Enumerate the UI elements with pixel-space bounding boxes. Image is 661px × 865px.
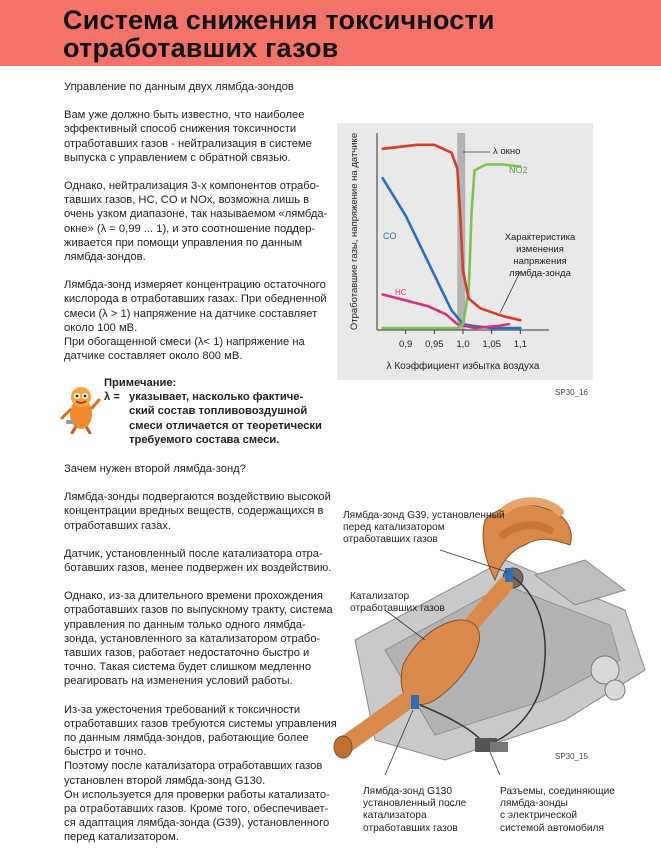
lambda-chart: [337, 123, 593, 380]
x-tick-label: 0,95: [425, 339, 444, 350]
label-connectors: [500, 786, 615, 835]
mascot-icon: [60, 384, 102, 434]
sensor-marker-g130: [411, 695, 419, 709]
x-tick-label: 1,1: [513, 339, 527, 350]
text-line: указывает, насколько фактиче-: [129, 391, 304, 404]
lambda-chart-panel: [337, 123, 593, 380]
header-banner: [0, 0, 661, 66]
paragraph-4: [64, 490, 349, 533]
text-line: установленный после: [363, 798, 467, 810]
text-line: отработавших газов: [350, 603, 445, 615]
paragraph-5: [64, 547, 349, 575]
text-line: ботавших газов, менее подвержен их воздействию.: [64, 562, 332, 575]
text-line: Катализатор: [350, 591, 410, 602]
series-line-2: [383, 165, 521, 329]
note-label: Примечание:: [104, 377, 177, 389]
series-label-no2: NO2: [509, 165, 528, 175]
text-line: эффективный способ снижения токсичности: [64, 123, 297, 136]
text-line: Из-за ужесточения требований к токсичности: [64, 703, 301, 716]
paragraph-7: [64, 703, 349, 845]
text-line: отработавших газов требуются системы управления: [64, 717, 337, 730]
text-line: Датчик, установленный после катализатора отра-: [64, 547, 323, 560]
text-line: ся адаптация лямбда-зонда (G39), установленного: [64, 817, 330, 830]
paragraph-1: [64, 108, 334, 165]
text-line: реагировать на изменения условий работы.: [64, 675, 293, 688]
text-line: датчике составляет около 800 мВ.: [64, 350, 243, 363]
text-line: отработавших газов по выпускному тракту, система: [64, 604, 333, 617]
annotation-line: Характеристика: [504, 232, 576, 243]
text-line: Разъемы, соединяющие: [500, 786, 615, 797]
x-axis-label: λ Коэффициент избытка воздуха: [386, 361, 540, 372]
text-line: выпуска с управлением с обратной связью.: [64, 151, 291, 164]
text-line: по данным лямбда-зондов, работающие более: [64, 732, 309, 745]
label-g39: [343, 510, 505, 547]
intro-heading: Управление по данным двух лямбда-зондов: [64, 81, 294, 93]
page-title: Система снижения токсичности отработавших газов: [63, 5, 495, 63]
figure-code-2: SP30_15: [555, 752, 588, 761]
text-line: отработавших газах.: [64, 519, 172, 532]
text-line: быстро и точно.: [64, 746, 147, 759]
text-line: катализатора: [363, 810, 427, 822]
text-line: зонда, установленного за катализатором отрабо-: [64, 632, 321, 645]
series-label-co: CO: [383, 231, 397, 241]
text-line: Лямбда-зонд измеряет концентрацию остаточного: [64, 279, 326, 292]
column-1-text: [64, 80, 334, 377]
text-line: Поэтому после катализатора отработавших газов: [64, 760, 323, 773]
text-line: ра отработавших газов. Кроме того, обеспечивает-: [64, 803, 329, 816]
second-sensor-question: Зачем нужен второй лямбда-зонд?: [64, 463, 246, 475]
text-line: Однако, из-за длительного времени прохождения: [64, 590, 323, 603]
text-line: Вам уже должно быть известно, что наиболее: [64, 109, 305, 122]
text-line: лямбда-зондов.: [64, 251, 146, 264]
lambda-window-label: λ окно: [493, 146, 521, 157]
text-line: живается при помощи управления по данным: [64, 236, 303, 249]
text-line: тавших газов, HC, CO и NOx, возможна лишь в: [64, 194, 310, 207]
note-box: [104, 376, 344, 447]
text-line: точно. Такая система будет слишком медленно: [64, 661, 312, 674]
text-line: лямбда-зонды: [500, 798, 568, 810]
x-tick-label: 1,0: [456, 339, 470, 350]
x-tick-label: 0,9: [399, 339, 413, 350]
text-line: смеси (λ > 1) напряжение на датчике составляет: [64, 307, 318, 320]
paragraph-3: [64, 278, 334, 363]
text-line: Лямбда-зонд G130: [363, 786, 453, 797]
text-line: установлен второй лямбда-зонд G130.: [64, 774, 266, 787]
text-line: требуемого состава смеси.: [129, 433, 280, 446]
label-g130: [363, 786, 466, 835]
text-line: отработавших газов: [343, 534, 438, 546]
annotation-line: напряжения: [513, 256, 567, 267]
text-line: очень узком диапазоне, так называемом «лямбда-: [64, 208, 328, 221]
sensor-marker-g39: [505, 568, 513, 582]
text-line: Лямбда-зонд G39, установленный: [343, 510, 505, 521]
note-lambda: λ =: [104, 391, 120, 404]
text-line: ский состав топливовоздушной: [129, 405, 308, 418]
figure-code-1: SP30_16: [555, 388, 588, 397]
text-line: Однако, нейтрализация 3-х компонентов отрабо-: [64, 180, 320, 193]
text-line: При обогащенной смеси (λ< 1) напряжение на: [64, 336, 305, 349]
paragraph-2: [64, 179, 334, 264]
series-line-0: [383, 178, 521, 328]
text-line: с электрической: [500, 810, 578, 822]
text-line: окне» (λ = 0,99 ... 1), и это соотношение поддер-: [64, 222, 316, 235]
note-text: [129, 390, 322, 447]
paragraph-6: [64, 589, 349, 688]
annotation-line: лямбда-зонда: [509, 268, 571, 279]
text-line: перед катализатором: [343, 522, 445, 534]
series-label-hc: HC: [395, 288, 407, 297]
text-line: управления по данным только одного лямбда-: [64, 618, 306, 631]
y-axis-label: Отработавшие газы, напряжение на датчике: [349, 132, 360, 331]
text-line: Он используется для проверки работы катализато-: [64, 788, 330, 801]
text-line: концентрации вредных веществ, содержащихся в: [64, 505, 324, 518]
x-tick-label: 1,05: [482, 339, 501, 350]
text-line: системой автомобиля: [500, 822, 605, 834]
annotation-line: изменения: [516, 244, 564, 255]
text-line: отработавших газов: [363, 822, 458, 834]
column-2-text: [64, 462, 349, 859]
text-line: около 100 мВ.: [64, 321, 138, 334]
text-line: отработавших газов - нейтрализация в системе: [64, 137, 312, 150]
text-line: кислорода в отработавших газах. При обедненной: [64, 293, 327, 306]
label-catalyst: [350, 591, 445, 615]
text-line: тавших газов, работает недостаточно быстро и: [64, 647, 310, 660]
text-line: перед катализатором.: [64, 831, 179, 844]
text-line: смеси отличается от теоретически: [129, 419, 322, 432]
text-line: Лямбда-зонды подвергаются воздействию высокой: [64, 491, 331, 504]
